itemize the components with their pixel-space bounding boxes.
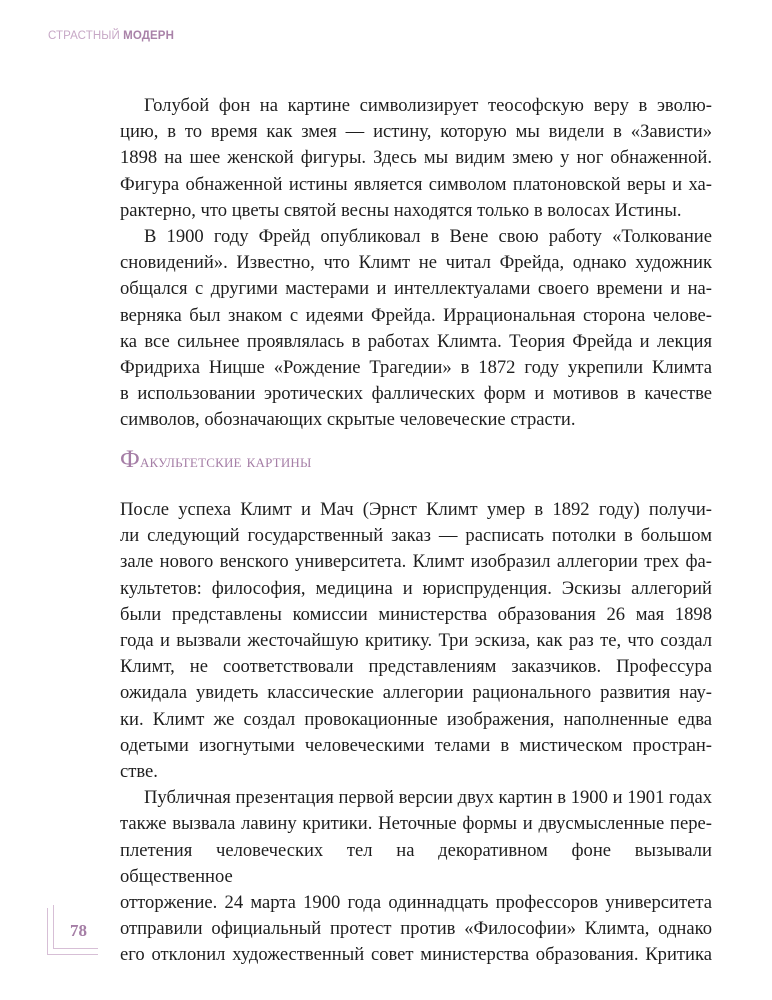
- page-number: 78: [70, 921, 87, 940]
- text-line: одетыми изогнутыми человеческими телами в мистическом простран-: [120, 734, 712, 756]
- text-line: цию, в то время как змея — истину, которую мы видели в «Зависти»: [120, 121, 712, 143]
- text-line: верняка был знаком с идеями Фрейда. Иррациональная сторона челове-: [120, 304, 712, 326]
- text-line: также вызвала лавину критики. Неточные формы и двусмысленные пере-: [120, 813, 712, 835]
- paragraph: [120, 224, 712, 434]
- text-line: отправили официальный протест против «Философии» Климта, однако: [120, 918, 712, 940]
- running-head-part2: МОДЕРН: [123, 30, 174, 42]
- text-line: ли следующий государственный заказ — расписать потолки в большом: [120, 525, 712, 547]
- text-line: символов, обозначающих скрытые человеческие страсти.: [120, 409, 576, 431]
- text-line: ка все сильнее проявлялась в работах Климта. Теория Фрейда и лекция: [120, 330, 712, 352]
- text-line: плетения человеческих тел на декоративном фоне вызывали общественное: [120, 839, 712, 887]
- text-line: Фридриха Ницше «Рождение Трагедии» в 1872 году укрепили Климта: [120, 357, 712, 379]
- text-line: В 1900 году Фрейд опубликовал в Вене свою работу «Толкование: [144, 226, 712, 248]
- text-line: зале нового венского университета. Климт изобразил аллегории трех фа-: [120, 551, 712, 573]
- text-line: общался с другими мастерами и интеллектуалами своего времени и на-: [120, 278, 712, 300]
- text-line: культетов: философия, медицина и юриспруденция. Эскизы аллегорий: [120, 577, 712, 599]
- text-line: 1898 на шее женской фигуры. Здесь мы видим змею у ног обнаженной.: [120, 147, 712, 169]
- text-line: Голубой фон на картине символизирует теософскую веру в эволю-: [144, 95, 712, 116]
- text-line: года и вызвали жесточайшую критику. Три эскиза, как раз те, что создал: [120, 630, 712, 652]
- section2-body: [120, 497, 712, 969]
- heading-rest: акультетские картины: [139, 451, 312, 472]
- paragraph: [120, 785, 712, 968]
- running-head: [48, 30, 174, 42]
- section-heading: [120, 446, 312, 474]
- text-line: Климт, не соответствовали представлениям заказчиков. Профессура: [120, 656, 712, 678]
- text-line: После успеха Климт и Мач (Эрнст Климт умер в 1892 году) получи-: [120, 499, 712, 520]
- text-line: рактерно, что цветы святой весны находятся только в волосах Истины.: [120, 199, 682, 221]
- text-line: сновидений». Известно, что Климт не читал Фрейда, однако художник: [120, 252, 712, 274]
- text-line: были представлены комиссии министерства образования 26 мая 1898: [120, 603, 712, 625]
- text-line: ожидала увидеть классические аллегории рационального развития нау-: [120, 682, 712, 704]
- section1-body: [120, 93, 712, 434]
- text-line: отторжение. 24 марта 1900 года одиннадцать профессоров университета: [120, 892, 712, 914]
- paragraph: [120, 497, 712, 785]
- text-line: в использовании эротических фаллических форм и мотивов в качестве: [120, 383, 712, 405]
- text-line: его отклонил художественный совет министерства образования. Критика: [120, 944, 712, 966]
- text-line: стве.: [120, 761, 158, 783]
- paragraph: [120, 93, 712, 224]
- running-head-part1: СТРАСТНЫЙ: [48, 30, 124, 42]
- heading-initial: Ф: [120, 446, 140, 473]
- text-line: ки. Климт же создал провокационные изображения, наполненные едва: [120, 708, 712, 730]
- text-line: Публичная презентация первой версии двух картин в 1900 и 1901 годах: [144, 787, 712, 809]
- text-line: Фигура обнаженной истины является символом платоновской веры и ха-: [120, 173, 712, 195]
